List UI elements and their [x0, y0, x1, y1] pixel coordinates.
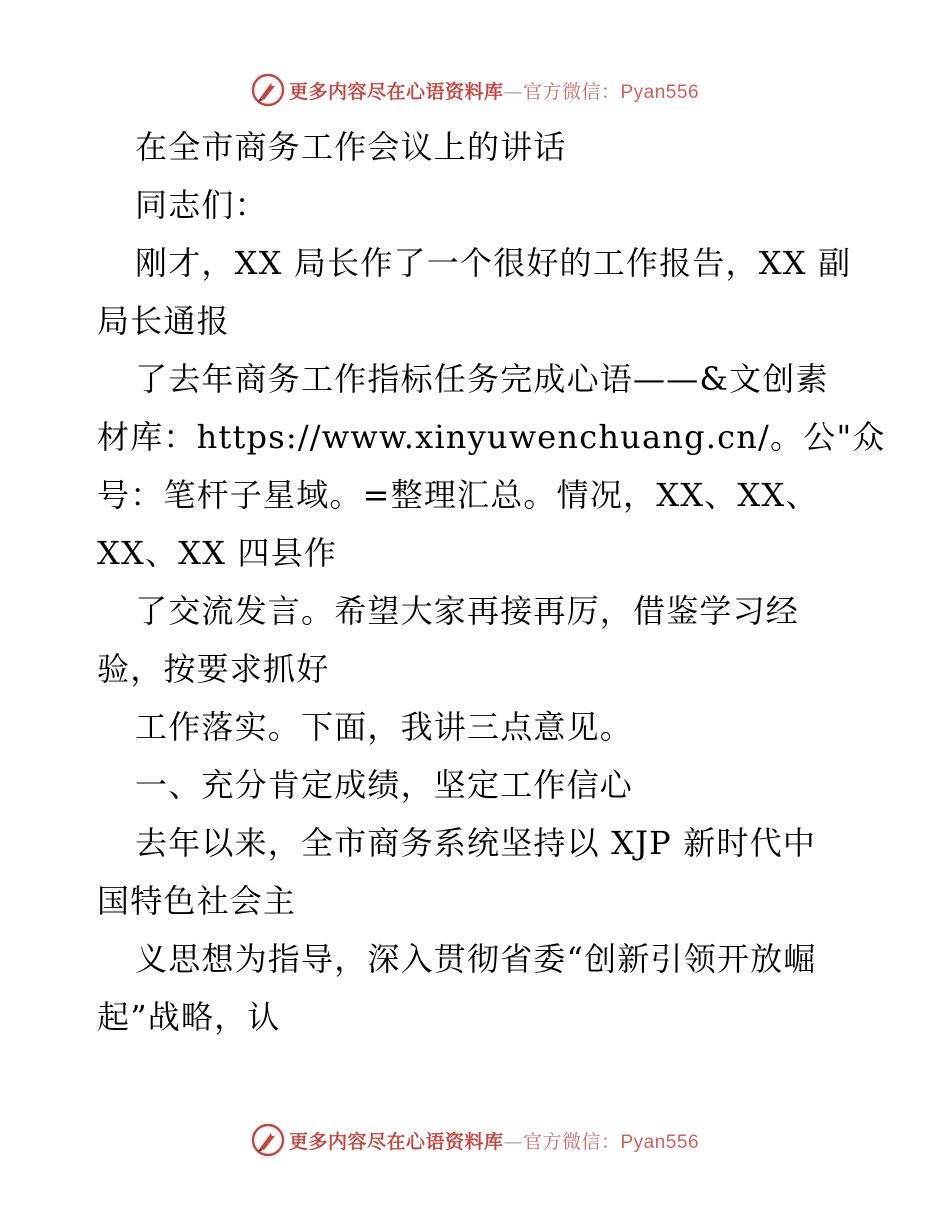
text-line: 义思想为指导，深入贯彻省委“创新引领开放崛	[135, 940, 817, 978]
banner-wechat-label: 官方微信：	[522, 1130, 621, 1153]
text-line: 工作落实。下面，我讲三点意见。	[135, 708, 634, 746]
banner-wechat-id: Pyan556	[620, 1131, 700, 1153]
banner-wechat-label: 官方微信：	[522, 80, 621, 103]
text-line: 验，按要求抓好	[97, 650, 330, 688]
document-body	[97, 118, 886, 1046]
section-heading: 一、充分肯定成绩，坚定工作信心	[135, 766, 634, 804]
text-line: 去年以来，全市商务系统坚持以 XJP 新时代中	[135, 824, 817, 862]
text-line: 了去年商务工作指标任务完成心语——&文创素	[135, 360, 829, 398]
header-banner	[0, 68, 950, 112]
text-line: 国特色社会主	[97, 882, 297, 920]
banner-wechat-id: Pyan556	[620, 81, 700, 103]
salutation: 同志们：	[135, 186, 268, 224]
text-line: 材库：https://www.xinyuwenchuang.cn/。公"众	[97, 418, 886, 456]
banner-main-text: 更多内容尽在心语资料库	[288, 1130, 504, 1153]
banner-text	[289, 77, 699, 104]
text-line: 了交流发言。希望大家再接再厉，借鉴学习经	[135, 592, 800, 630]
text-line: 起”战略，认	[97, 998, 281, 1036]
pen-logo-icon	[251, 73, 285, 107]
document-title: 在全市商务工作会议上的讲话	[135, 128, 567, 166]
pen-logo-icon	[251, 1123, 285, 1157]
text-line: 局长通报	[97, 302, 230, 340]
text-line: 号：笔杆子星域。=整理汇总。情况，XX、XX、	[97, 476, 819, 514]
banner-main-text: 更多内容尽在心语资料库	[288, 80, 504, 103]
text-line: XX、XX 四县作	[97, 534, 338, 572]
banner-separator: —	[503, 1130, 523, 1153]
footer-banner	[0, 1118, 950, 1162]
text-line: 刚才，XX 局长作了一个很好的工作报告，XX 副	[135, 244, 852, 282]
banner-text	[289, 1127, 699, 1154]
banner-separator: —	[503, 80, 523, 103]
